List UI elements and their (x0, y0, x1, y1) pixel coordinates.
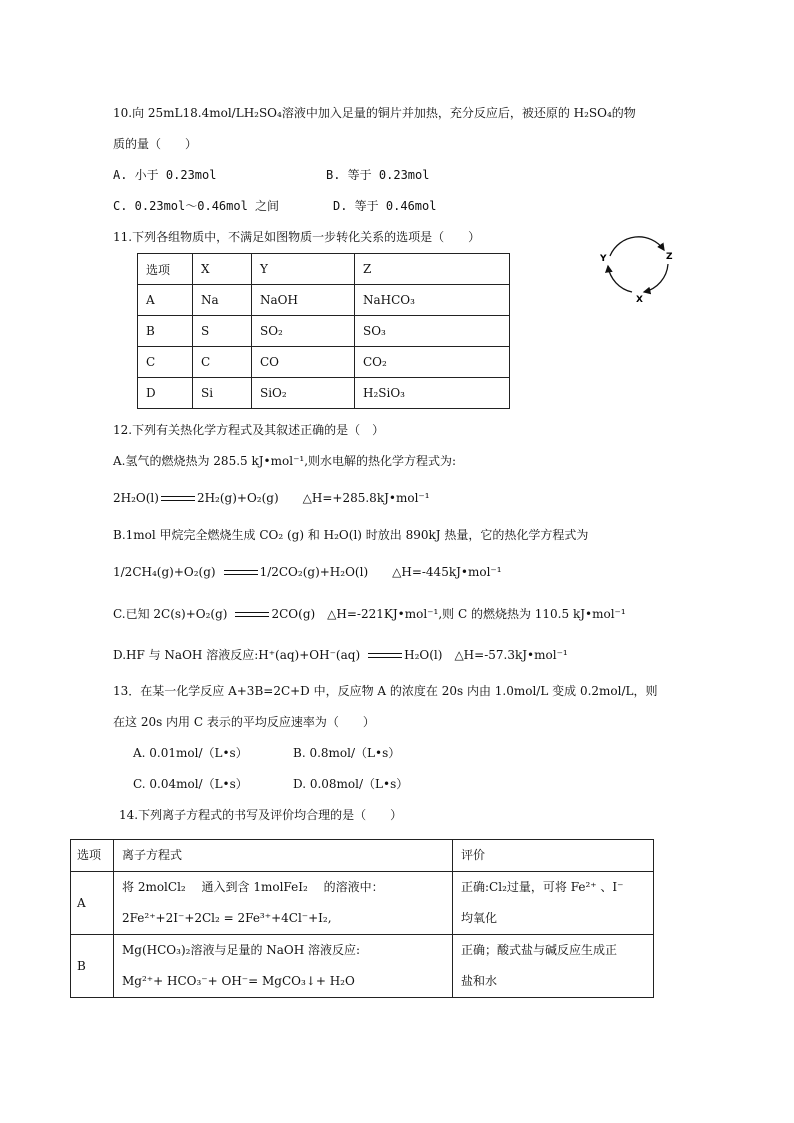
q11-cycle-diagram (598, 228, 684, 304)
q11-table (137, 253, 510, 409)
equation-left: C.已知 2C(s)+O₂(g) (113, 607, 228, 621)
equation-left: 1/2CH₄(g)+O₂(g) (113, 565, 216, 579)
table-row (138, 285, 510, 316)
q12-option-b-line1: B.1mol 甲烷完全燃烧生成 CO₂ (g) 和 H₂O(l) 时放出 890kJ 热量，它的热化学方程式为 (113, 528, 589, 542)
equation-line2: 2Fe²⁺+2I⁻+2Cl₂ = 2Fe³⁺+4Cl⁻+I₂, (122, 911, 332, 925)
q12-option-b-equation (113, 564, 502, 580)
header-option: 选项 (138, 254, 193, 285)
q13-option-d: D. 0.08mol/（L•s） (293, 777, 409, 791)
equation-right: H₂O(l) △H=-57.3kJ•mol⁻¹ (404, 648, 568, 662)
table-row (71, 935, 654, 998)
arrow-y-to-z (610, 237, 664, 256)
equilibrium-sign (224, 570, 258, 575)
equilibrium-sign (235, 612, 269, 617)
equation-left: D.HF 与 NaOH 溶液反应:H⁺(aq)+OH⁻(aq) (113, 648, 361, 662)
header-x: X (193, 254, 252, 285)
equation-right: 2CO(g) △H=-221KJ•mol⁻¹,则 C 的燃烧热为 110.5 kJ•mol⁻¹ (271, 607, 626, 621)
equation-line2: Mg²⁺+ HCO₃⁻+ OH⁻= MgCO₃↓+ H₂O (122, 974, 355, 988)
table-header-row (138, 254, 510, 285)
diagram-label-x: X (636, 295, 643, 304)
q13-stem-line1: 13．在某一化学反应 A+3B=2C+D 中，反应物 A 的浓度在 20s 内由 1.0mol/L 变成 0.2mol/L，则 (113, 684, 658, 698)
evaluation-line1: 正确；酸式盐与碱反应生成正 (461, 943, 618, 957)
table-row (138, 347, 510, 378)
table-row (138, 316, 510, 347)
arrow-x-to-y (608, 266, 632, 292)
header-equation: 离子方程式 (114, 840, 453, 872)
evaluation-line2: 盐和水 (461, 974, 498, 988)
cell-z: H₂SiO₃ (355, 378, 510, 409)
cell-x: Na (193, 285, 252, 316)
equation-right: 1/2CO₂(g)+H₂O(l) △H=-445kJ•mol⁻¹ (259, 565, 502, 579)
cell-z: CO₂ (355, 347, 510, 378)
q12-option-a-equation (113, 490, 430, 506)
table-row (138, 378, 510, 409)
q14-stem: 14.下列离子方程式的书写及评价均合理的是（ ） (119, 808, 403, 822)
q10-option-b: B. 等于 0.23mol (326, 168, 430, 182)
cell-equation (114, 872, 453, 935)
q14-table (70, 839, 654, 998)
q10-option-c: C. 0.23mol～0.46mol 之间 (113, 199, 280, 213)
evaluation-line2: 均氧化 (461, 911, 498, 925)
q10-stem-line1: 10.向 25mL18.4mol/LH₂SO₄溶液中加入足量的铜片并加热，充分反应后，被还原的 H₂SO₄的物 (113, 106, 636, 120)
header-y: Y (252, 254, 355, 285)
equation-right: 2H₂(g)+O₂(g) △H=+285.8kJ•mol⁻¹ (196, 491, 430, 505)
equilibrium-sign (368, 653, 402, 658)
header-option: 选项 (71, 840, 114, 872)
cell-x: Si (193, 378, 252, 409)
q13-option-b: B. 0.8mol/（L•s） (293, 746, 401, 760)
header-evaluation: 评价 (453, 840, 654, 872)
diagram-label-y: Y (600, 254, 607, 264)
equilibrium-sign (161, 496, 195, 501)
cell-evaluation (453, 935, 654, 998)
header-z: Z (355, 254, 510, 285)
cell-z: SO₃ (355, 316, 510, 347)
q10-option-a: A. 小于 0.23mol (113, 168, 217, 182)
cell-y: SiO₂ (252, 378, 355, 409)
cell-option: A (71, 872, 114, 935)
table-row (71, 872, 654, 935)
evaluation-line1: 正确:Cl₂过量，可将 Fe²⁺ 、I⁻ (461, 880, 624, 894)
q11-stem: 11.下列各组物质中，不满足如图物质一步转化关系的选项是（ ） (113, 230, 481, 244)
cell-evaluation (453, 872, 654, 935)
cell-option: C (138, 347, 193, 378)
cell-option: B (71, 935, 114, 998)
equation-line1: 将 2molCl₂ 通入到含 1molFeI₂ 的溶液中： (122, 880, 384, 894)
q12-stem: 12.下列有关热化学方程式及其叙述正确的是（ ） (113, 423, 385, 437)
equation-line1: Mg(HCO₃)₂溶液与足量的 NaOH 溶液反应: (122, 943, 361, 957)
q12-option-d (113, 647, 568, 663)
cell-option: D (138, 378, 193, 409)
cell-x: C (193, 347, 252, 378)
q10-stem-line2: 质的量（ ） (113, 137, 198, 151)
q13-option-a: A. 0.01mol/（L•s） (133, 746, 248, 760)
diagram-label-z: Z (666, 252, 673, 262)
q13-stem-line2: 在这 20s 内用 C 表示的平均反应速率为（ ） (113, 715, 375, 729)
table-header-row (71, 840, 654, 872)
cell-x: S (193, 316, 252, 347)
q12-option-a-line1: A.氢气的燃烧热为 285.5 kJ•mol⁻¹,则水电解的热化学方程式为: (113, 454, 457, 468)
q12-option-c (113, 606, 626, 622)
q13-option-c: C. 0.04mol/（L•s） (133, 777, 248, 791)
q10-option-d: D. 等于 0.46mol (333, 199, 437, 213)
cell-option: A (138, 285, 193, 316)
equation-left: 2H₂O(l) (113, 491, 159, 505)
cell-y: CO (252, 347, 355, 378)
cell-y: SO₂ (252, 316, 355, 347)
cell-y: NaOH (252, 285, 355, 316)
cell-z: NaHCO₃ (355, 285, 510, 316)
arrow-z-to-x (644, 264, 668, 292)
cell-equation (114, 935, 453, 998)
cell-option: B (138, 316, 193, 347)
